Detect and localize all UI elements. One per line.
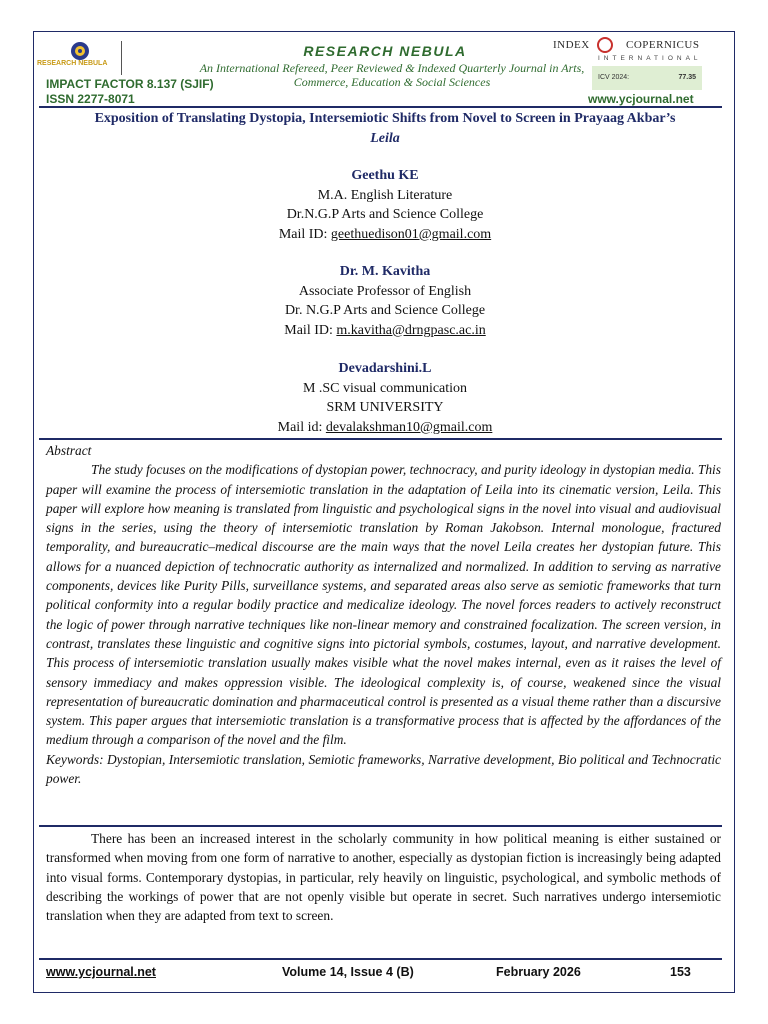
author-email-link[interactable]: devalakshman10@gmail.com (325, 419, 493, 435)
author-name: Dr. M. Kavitha (339, 264, 431, 279)
logo-text: RESEARCH NEBULA (37, 60, 108, 67)
author-institution: Dr. N.G.P Arts and Science College (284, 303, 486, 318)
author-institution: Dr.N.G.P Arts and Science College (286, 207, 484, 222)
index-word: INDEX (553, 39, 590, 51)
header-divider (121, 41, 122, 75)
header-rule (39, 106, 722, 108)
abstract-rule-bottom (39, 825, 722, 827)
abstract-heading: Abstract (46, 443, 92, 458)
footer-date: February 2026 (496, 965, 581, 979)
mail-label: Mail ID: (284, 322, 337, 338)
icv-badge (592, 66, 702, 90)
author-block (150, 359, 620, 437)
abstract-rule-top (39, 438, 722, 440)
journal-subtitle: An International Refereed, Peer Reviewed & Indexed Quarterly Journal in Arts, Commerce, Education & Social Sciences (199, 61, 585, 89)
copernicus-word: COPERNICUS (626, 39, 700, 51)
author-degree: M .SC visual communication (302, 380, 468, 396)
footer-rule (39, 958, 722, 960)
author-position: Associate Professor of English (298, 283, 472, 299)
header-website-link[interactable]: www.ycjournal.net (588, 92, 694, 106)
gear-logo-icon (69, 40, 91, 62)
author-institution: SRM UNIVERSITY (326, 400, 444, 415)
paper-title (50, 109, 720, 149)
abstract-text: The study focuses on the modifications of dystopian power, technocracy, and purity ideology in dystopian media. This paper will examine the process of intersemiotic translation in the adaptation of Leila into its cinematic version, Leila. This paper will explore how meaning is translated from linguistic and psychological signs in the novel into visual and audiovisual signs in the series, using the theory of intersemiotic translation by Roman Jakobson. Internal monologue, fractured temporality, and bureaucratic–medical discourse are the main ways that the novel Leila creates her dystopian future. This allows for a nuanced depiction of technocratic authority as internalized and normalized. In addition to serving as narrative components, devices like Purity Pills, surveillance systems, and separated areas also serve as semiotic frameworks that turn political conformity into a regular bodily practice and medicalize ideology. The novel forces readers to actively reconstruct the logic of power through narrative techniques like non-linear memory and constrained focalization. The screen version, in contrast, translates these linguistic and cognitive signs into pictorial symbols, costumes, layout, and narrative development. This process of intersemiotic translation usually makes visible what the novel makes internal, even as it raises the level of sensory immediacy and makes oppression visible. The ideological complexity is, of course, weakened since the visual representation of bureaucratic domination and pharmaceutical control is presented as a visual theme rather than a discursive system. This paper argues that intersemiotic translation is a transformative process that is affected by the affordances of the medium through a comparison of the novel and the film. (46, 462, 721, 748)
issn: ISSN 2277-8071 (46, 92, 135, 106)
mail-label: Mail id: (277, 419, 326, 435)
author-email-link[interactable]: m.kavitha@drngpasc.ac.in (336, 322, 486, 338)
title-italic: Leila (370, 131, 400, 146)
author-name: Geethu KE (351, 168, 419, 183)
author-mail (150, 225, 620, 245)
index-international: INTERNATIONAL (598, 55, 702, 62)
author-name: Devadarshini.L (338, 361, 432, 376)
footer-volume: Volume 14, Issue 4 (B) (282, 965, 414, 979)
icv-label: ICV 2024: (598, 74, 630, 81)
author-block (150, 262, 620, 340)
author-mail (150, 418, 620, 438)
icv-value: 77.35 (678, 74, 696, 81)
keywords: Keywords: Dystopian, Intersemiotic translation, Semiotic frameworks, Narrative development, Bio political and Technocratic power. (46, 751, 721, 787)
author-degree: M.A. English Literature (317, 187, 453, 203)
author-email-link[interactable]: geethuedison01@gmail.com (330, 226, 492, 242)
impact-factor: IMPACT FACTOR 8.137 (SJIF) (46, 77, 214, 91)
journal-logo (37, 40, 111, 76)
mail-label: Mail ID: (278, 226, 331, 242)
title-main: Exposition of Translating Dystopia, Intersemiotic Shifts from Novel to Screen in Prayaag Akbar’s (94, 111, 676, 126)
footer-website-link[interactable]: www.ycjournal.net (46, 965, 156, 979)
page-number: 153 (670, 965, 691, 979)
author-mail (150, 321, 620, 341)
body-paragraph: There has been an increased interest in the scholarly community in how political meaning is either sustained or transformed when moving from one form of narrative to another, especially as dystopian fiction is increasingly being adapted into visual forms. Contemporary dystopias, in particular, rely heavily on linguistic, psychological, and symbolic methods of describing the workings of power that are not openly visible but operate in secret. Such narratives undergo intersemiotic translation when they are adapted from text to screen. (46, 831, 721, 924)
abstract-section (46, 441, 721, 788)
journal-name: RESEARCH NEBULA (303, 43, 467, 59)
copernicus-circle-icon (597, 37, 613, 53)
author-block (150, 166, 620, 244)
